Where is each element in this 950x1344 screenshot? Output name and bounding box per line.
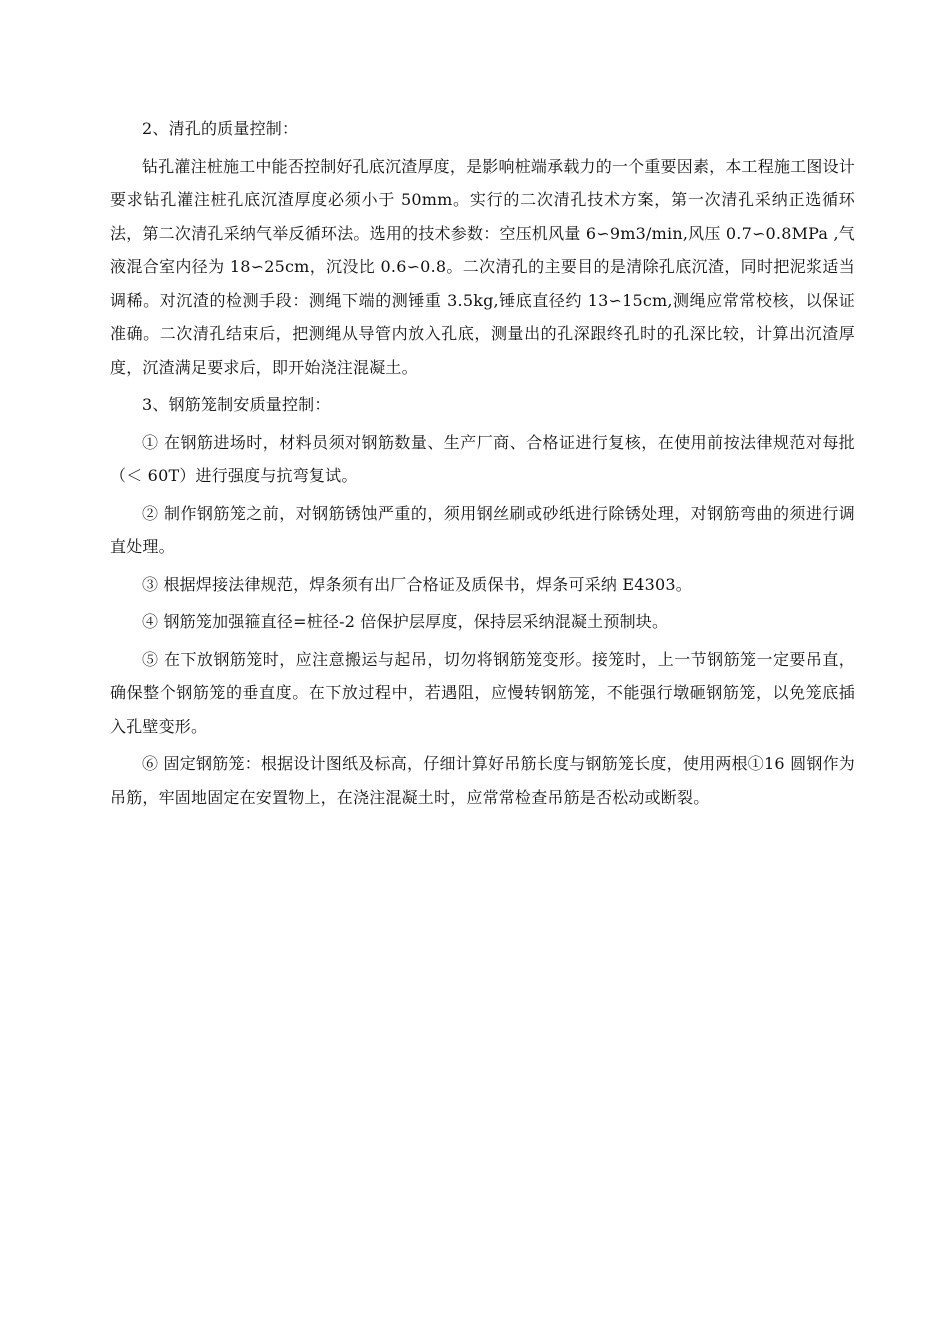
section-2-heading: 2、清孔的质量控制： xyxy=(142,119,299,138)
section-3-item-4: ④ 钢筋笼加强箍直径=桩径-2 倍保护层厚度，保持层采纳混凝土预制块。 xyxy=(142,612,669,631)
section-2-paragraph: 钻孔灌注桩施工中能否控制好孔底沉渣厚度，是影响桩端承载力的一个重要因素，本工程施工图设计要求钻孔灌注桩孔底沉渣厚度必须小于 50mm。实行的二次清孔技术方案，第一次清孔采纳正选循环法，第二次清孔采纳气举反循环法。选用的技术参数：空压机风量 6∽9m3/min,风压 0.7∽0.8MPa ,气液混合室内径为 18∽25cm，沉没比 0.6∽0.8。二次清孔的主要目的是清除孔底沉渣，同时把泥浆适当调稀。对沉渣的检测手段：测绳下端的测锤重 3.5kg,锤底直径约 13∽15cm,测绳应常常校核，以保证准确。二次清孔结束后，把测绳从导管内放入孔底，测量出的孔深跟终孔时的孔深比较，计算出沉渣厚度，沉渣满足要求后，即开始浇注混凝土。 xyxy=(110,156,855,377)
document-body xyxy=(110,112,855,818)
section-3-item-5: ⑤ 在下放钢筋笼时，应注意搬运与起吊，切勿将钢筋笼变形。接笼时，上一节钢筋笼一定要吊直，确保整个钢筋笼的垂直度。在下放过程中，若遇阻，应慢转钢筋笼，不能强行墩砸钢筋笼，以免笼底插入孔壁变形。 xyxy=(110,649,855,736)
section-3-heading: 3、钢筋笼制安质量控制： xyxy=(142,395,331,414)
section-3-item-1: ① 在钢筋进场时，材料员须对钢筋数量、生产厂商、合格证进行复核，在使用前按法律规范对每批（＜ 60T）进行强度与抗弯复试。 xyxy=(110,432,855,485)
section-3-item-3: ③ 根据焊接法律规范，焊条须有出厂合格证及质保书，焊条可采纳 E4303。 xyxy=(142,574,692,594)
section-3-item-6: ⑥ 固定钢筋笼：根据设计图纸及标高，仔细计算好吊筋长度与钢筋笼长度，使用两根①16 圆钢作为吊筋，牢固地固定在安置物上，在浇注混凝土时，应常常检查吊筋是否松动或断裂。 xyxy=(110,754,855,807)
section-3-item-2: ② 制作钢筋笼之前，对钢筋锈蚀严重的，须用钢丝刷或砂纸进行除锈处理，对钢筋弯曲的须进行调直处理。 xyxy=(110,503,855,556)
